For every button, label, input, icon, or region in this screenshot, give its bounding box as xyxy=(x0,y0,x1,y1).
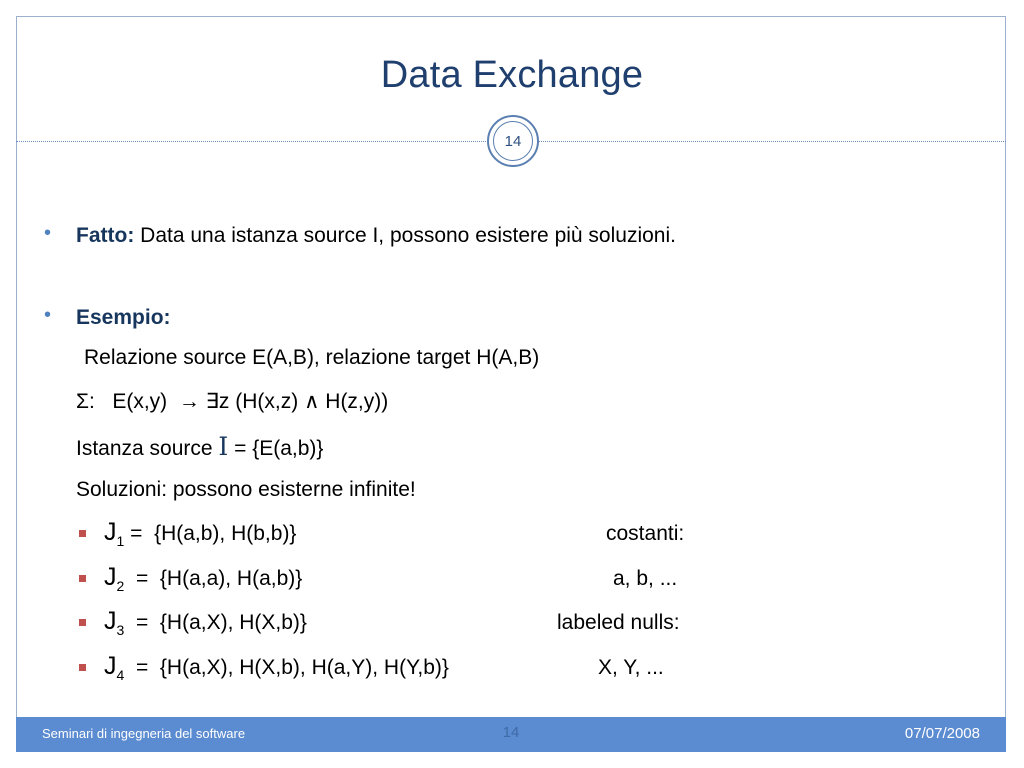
square-bullet-icon xyxy=(79,619,86,626)
solution-name: J xyxy=(104,607,117,635)
footer-bar xyxy=(16,717,1006,752)
square-bullet-icon xyxy=(79,575,86,582)
footer-slide-number: 14 xyxy=(502,724,520,741)
solution-value: = {H(a,a), H(a,b)} xyxy=(124,567,303,590)
solution-index: 4 xyxy=(116,667,125,683)
side-note-constants-label: costanti: xyxy=(606,522,685,545)
solution-item xyxy=(104,563,302,592)
solution-item xyxy=(104,607,307,636)
square-bullet-icon xyxy=(79,530,86,537)
instance-prefix: Istanza source xyxy=(76,437,219,460)
slide-title: Data Exchange xyxy=(380,54,644,96)
sigma-line: Σ: E(x,y) → ∃z (H(x,z) ∧ H(z,y)) xyxy=(76,390,389,413)
solutions-line: Soluzioni: possono esisterne infinite! xyxy=(76,478,416,501)
side-note-nulls-label: labeled nulls: xyxy=(557,611,680,634)
footer-date: 07/07/2008 xyxy=(904,725,980,742)
solution-index: 3 xyxy=(116,622,125,638)
solution-item xyxy=(104,518,296,547)
solution-index: 2 xyxy=(116,578,125,594)
solution-name: J xyxy=(104,518,117,546)
instance-line xyxy=(76,432,323,461)
solution-value: = {H(a,X), H(X,b), H(a,Y), H(Y,b)} xyxy=(124,656,449,679)
example-line xyxy=(76,306,171,330)
solution-name: J xyxy=(104,652,117,680)
instance-symbol: I xyxy=(218,432,229,461)
bullet-dot-icon: • xyxy=(44,304,52,326)
side-note-constants-values: a, b, ... xyxy=(613,567,678,590)
footer-course-name: Seminari di ingegneria del software xyxy=(42,726,246,741)
fact-text: Data una istanza source I, possono esistere più soluzioni. xyxy=(134,224,676,247)
side-note-nulls-values: X, Y, ... xyxy=(598,656,664,679)
solution-value: = {H(a,X), H(X,b)} xyxy=(124,611,307,634)
example-label: Esempio: xyxy=(76,306,171,329)
solution-index: 1 xyxy=(116,533,125,549)
square-bullet-icon xyxy=(79,664,86,671)
slide-number: 14 xyxy=(493,121,533,161)
fact-line xyxy=(76,224,676,248)
relation-line: Relazione source E(A,B), relazione target H(A,B) xyxy=(84,346,540,369)
fact-label: Fatto: xyxy=(76,224,135,247)
bullet-dot-icon: • xyxy=(44,222,52,244)
instance-suffix: = {E(a,b)} xyxy=(228,437,324,460)
solution-item xyxy=(104,652,449,681)
solution-name: J xyxy=(104,563,117,591)
solution-value: = {H(a,b), H(b,b)} xyxy=(124,522,297,545)
